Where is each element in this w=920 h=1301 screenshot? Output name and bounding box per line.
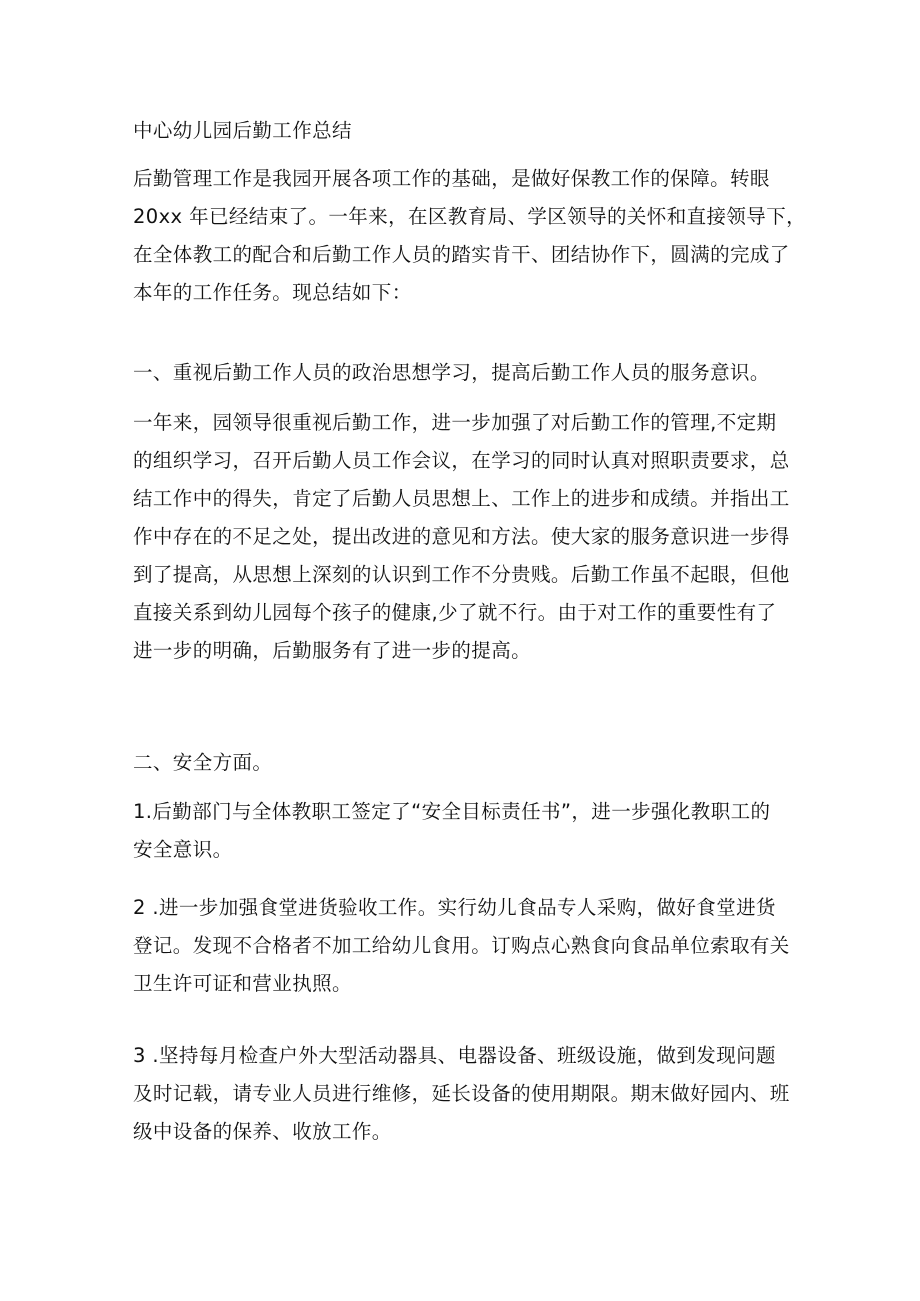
list-item-line: 安全意识。	[133, 838, 233, 861]
paragraph-line: 进一步的明确，后勤服务有了进一步的提高。	[133, 639, 532, 662]
section1-heading	[133, 354, 803, 392]
section2-item-3	[133, 1037, 803, 1151]
list-item-line: 及时记载，请专业人员进行维修，延长设备的使用期限。期末做好园内、班	[133, 1082, 790, 1105]
paragraph-line: 在全体教工的配合和后勤工作人员的踏实肯干、团结协作下，圆满的完成了	[133, 243, 790, 266]
list-item-line: 级中设备的保养、收放工作。	[133, 1120, 392, 1143]
list-item-line: 登记。发现不合格者不加工给幼儿食用。订购点心熟食向食品单位索取有关	[133, 934, 790, 957]
list-item-line: 2 .进一步加强食堂进货验收工作。实行幼儿食品专人采购，做好食堂进货	[133, 896, 776, 919]
heading-line: 一、重视后勤工作人员的政治思想学习，提高后勤工作人员的服务意识。	[133, 361, 770, 384]
section2-item-2	[133, 889, 803, 1003]
list-item-line: 卫生许可证和营业执照。	[133, 972, 352, 995]
intro-paragraph	[133, 160, 806, 312]
section2-heading	[133, 744, 803, 782]
paragraph-line: 结工作中的得失，肯定了后勤人员思想上、工作上的进步和成绩。并指出工	[133, 487, 790, 510]
paragraph-line: 的组织学习，召开后勤人员工作会议，在学习的同时认真对照职责要求，总	[133, 449, 790, 472]
title-line: 中心幼儿园后勤工作总结	[133, 119, 352, 142]
paragraph-line: 20xx 年已经结束了。一年来，在区教育局、学区领导的关怀和直接领导下，	[133, 205, 806, 228]
heading-line: 二、安全方面。	[133, 751, 273, 774]
paragraph-line: 一年来，园领导很重视后勤工作，进一步加强了对后勤工作的管理,不定期	[133, 411, 777, 434]
paragraph-line: 后勤管理工作是我园开展各项工作的基础，是做好保教工作的保障。转眼	[133, 167, 770, 190]
section2-item-1	[133, 793, 803, 869]
section1-paragraph	[133, 404, 803, 670]
paragraph-line: 作中存在的不足之处，提出改进的意见和方法。使大家的服务意识进一步得	[133, 525, 790, 548]
paragraph-line: 到了提高，从思想上深刻的认识到工作不分贵贱。后勤工作虽不起眼，但他	[133, 563, 790, 586]
paragraph-line: 直接关系到幼儿园每个孩子的健康,少了就不行。由于对工作的重要性有了	[133, 601, 777, 624]
list-item-line: 1.后勤部门与全体教职工签定了“安全目标责任书”，进一步强化教职工的	[133, 800, 771, 823]
paragraph-line: 本年的工作任务。现总结如下：	[133, 281, 412, 304]
list-item-line: 3 .坚持每月检查户外大型活动器具、电器设备、班级设施，做到发现问题	[133, 1044, 776, 1067]
document-title	[133, 112, 803, 150]
